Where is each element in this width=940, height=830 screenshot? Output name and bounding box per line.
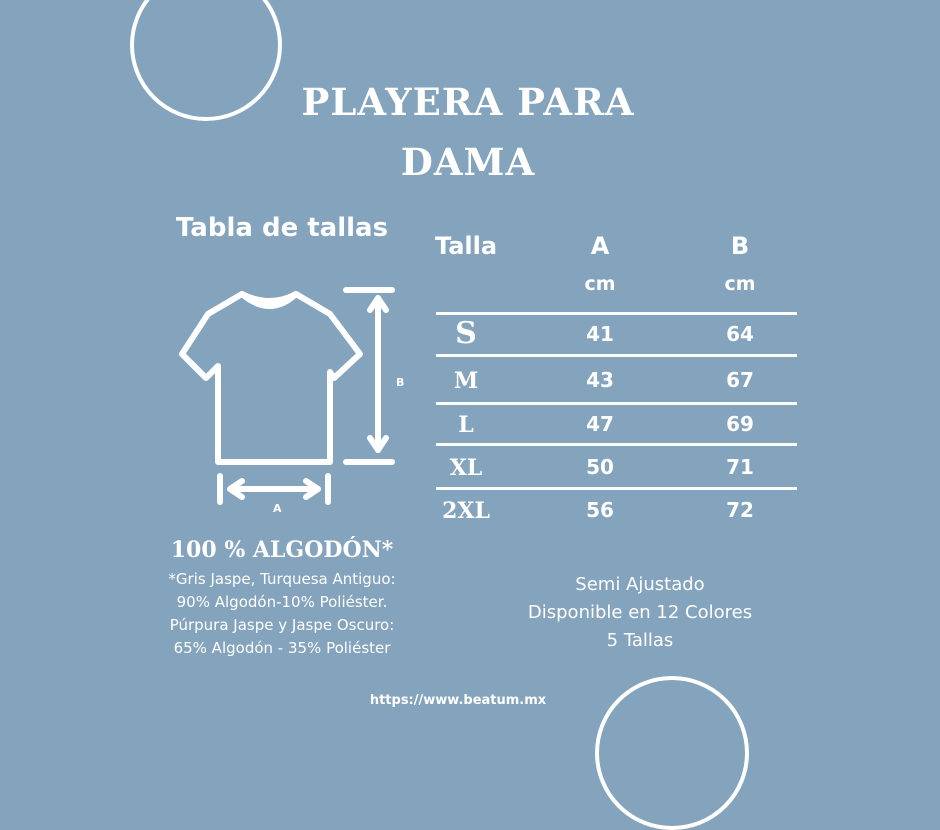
table-divider [436,487,797,490]
value-b: 71 [726,455,754,479]
size-label: XL [449,455,483,481]
header-b: B [730,232,750,260]
value-a: 50 [586,455,614,479]
website-link[interactable]: https://www.beatum.mx [369,693,547,708]
size-label: M [453,368,479,394]
fabric-note: 65% Algodón - 35% Poliéster [173,639,391,657]
header-talla: Talla [434,232,498,260]
value-a: 56 [586,498,614,522]
unit-b: cm [724,273,756,295]
page-title-line-1: PLAYERA PARA [301,80,635,124]
header-a: A [590,232,610,260]
fabric-note: *Gris Jaspe, Turquesa Antiguo: [168,570,396,588]
value-a: 41 [586,322,614,346]
feature-sizes: 5 Tallas [606,630,674,651]
value-b: 67 [726,368,754,392]
fabric-note: Púrpura Jaspe y Jaspe Oscuro: [169,616,395,634]
table-divider [436,402,797,405]
unit-a: cm [584,273,616,295]
tshirt-diagram [170,282,410,518]
diagram-label-a: A [273,502,282,515]
fabric-composition-title: 100 % ALGODÓN* [170,537,394,563]
tshirt-icon [182,294,360,462]
feature-colors: Disponible en 12 Colores [527,602,753,623]
feature-fit: Semi Ajustado [575,574,705,595]
decorative-circle-bottom [595,676,749,830]
table-divider [436,354,797,357]
value-a: 47 [586,412,614,436]
value-b: 72 [726,498,754,522]
diagram-label-b: B [396,376,405,389]
size-label: 2XL [442,498,490,524]
page-title-line-2: DAMA [400,140,536,184]
table-divider [436,312,797,315]
table-divider [436,443,797,446]
size-label: L [458,412,474,438]
value-b: 69 [726,412,754,436]
value-b: 64 [726,322,754,346]
value-a: 43 [586,368,614,392]
size-label: S [455,316,477,351]
size-chart-heading: Tabla de tallas [175,213,389,243]
fabric-note: 90% Algodón-10% Poliéster. [176,593,388,611]
